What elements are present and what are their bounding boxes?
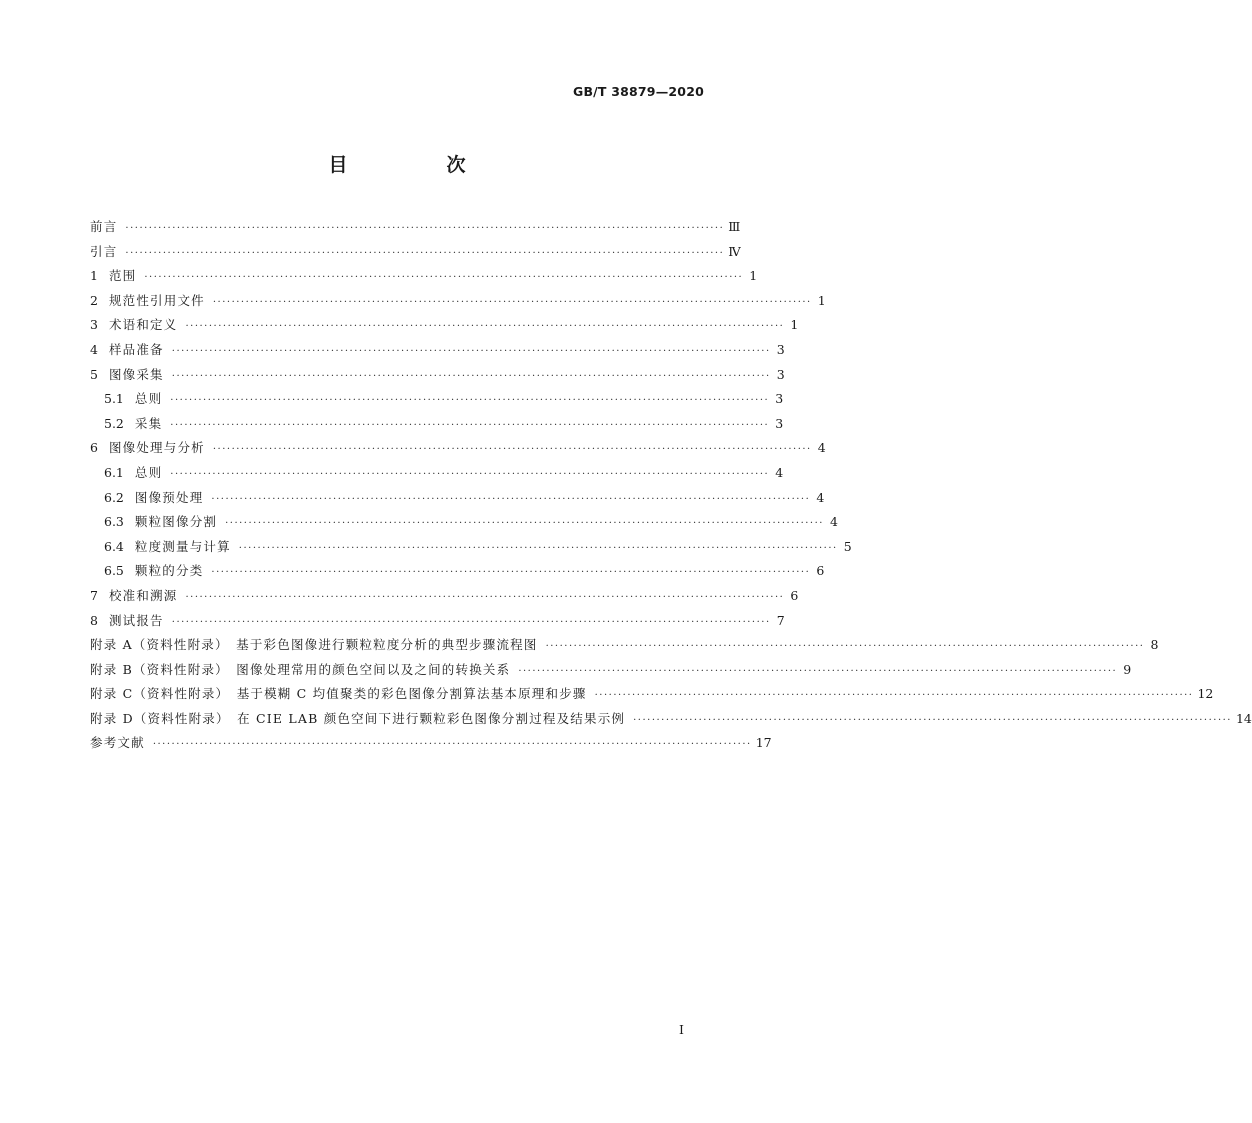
- toc-dot-leader: ································································································································: [152, 739, 752, 751]
- toc-entry[interactable]: [90, 611, 785, 636]
- toc-entry-number: 6.1: [104, 464, 124, 480]
- toc-entry-number: 5.2: [104, 415, 124, 431]
- toc-entry-label: 引言: [90, 243, 118, 259]
- toc-entry-label: 总则: [134, 464, 163, 480]
- toc-entry[interactable]: [90, 684, 1214, 709]
- toc-dot-leader: ································································································································: [171, 370, 771, 382]
- toc-entry-number: 5: [90, 366, 98, 382]
- toc-entry-label: 颗粒的分类: [134, 563, 204, 579]
- toc-entry-page: 3: [775, 391, 784, 407]
- toc-entry-number: 6: [90, 440, 98, 456]
- toc-dot-leader: ································································································································: [212, 444, 812, 456]
- toc-entry-label: 图像处理与分析: [108, 440, 205, 456]
- toc-entry-label: 总则: [134, 391, 163, 407]
- toc-entry-label: 样品准备: [108, 341, 164, 357]
- toc-entry-label: 图像预处理: [134, 489, 204, 505]
- toc-entry-label: 图像采集: [108, 366, 164, 382]
- toc-dot-leader: ································································································································: [185, 591, 785, 603]
- toc-dot-leader: ································································································································: [171, 616, 771, 628]
- toc-entry-label: 粒度测量与计算: [134, 538, 231, 554]
- toc-entry-page: 1: [817, 292, 826, 308]
- toc-entry[interactable]: [90, 438, 826, 463]
- toc-entry[interactable]: [90, 217, 741, 242]
- toc-entry[interactable]: [90, 414, 784, 439]
- toc-entry-page: 4: [816, 489, 825, 505]
- toc-entry[interactable]: [90, 488, 825, 513]
- toc-entry[interactable]: [90, 266, 758, 291]
- toc-dot-leader: ································································································································: [170, 419, 770, 431]
- toc-dot-leader: ································································································································: [170, 395, 770, 407]
- toc-entry-page: 9: [1123, 661, 1132, 677]
- toc-dot-leader: ································································································································: [170, 468, 770, 480]
- toc-entry-label: 参考文献: [90, 735, 145, 751]
- toc-entry-page: 4: [775, 464, 784, 480]
- toc-entry-number: 6.5: [104, 563, 124, 579]
- toc-dot-leader: ································································································································: [594, 690, 1194, 702]
- toc-entry-page: 8: [1150, 637, 1159, 653]
- table-of-contents: [90, 217, 1252, 758]
- toc-entry[interactable]: [90, 340, 785, 365]
- toc-entry[interactable]: [90, 512, 838, 537]
- toc-entry-page: 12: [1197, 686, 1214, 702]
- toc-entry-label: 规范性引用文件: [108, 292, 205, 308]
- toc-entry-label: 范围: [108, 268, 137, 284]
- toc-entry[interactable]: [90, 561, 825, 586]
- toc-entry-page: 17: [755, 735, 772, 751]
- toc-entry-label: 采集: [134, 415, 163, 431]
- toc-dot-leader: ································································································································: [518, 665, 1118, 677]
- toc-entry-label: 术语和定义: [108, 317, 178, 333]
- toc-entry[interactable]: [90, 635, 1159, 660]
- toc-dot-leader: ································································································································: [171, 345, 771, 357]
- toc-entry-number: 4: [90, 341, 98, 357]
- toc-dot-leader: ································································································································: [225, 518, 824, 530]
- toc-entry-page: 4: [830, 514, 838, 530]
- toc-dot-leader: ································································································································: [125, 223, 725, 234]
- toc-entry-number: 1: [90, 268, 98, 284]
- toc-entry-page: 7: [776, 612, 785, 628]
- toc-dot-leader: ································································································································: [144, 272, 744, 284]
- toc-entry[interactable]: [90, 709, 1252, 734]
- toc-dot-leader: ································································································································: [633, 714, 1232, 726]
- toc-entry-number: 6.4: [104, 538, 124, 554]
- toc-dot-leader: ································································································································: [238, 542, 838, 554]
- toc-entry[interactable]: [90, 291, 826, 316]
- page-number: I: [679, 1022, 684, 1037]
- toc-entry-label: 附录 A（资料性附录） 基于彩色图像进行颗粒粒度分析的典型步骤流程图: [90, 637, 538, 653]
- toc-entry[interactable]: [90, 365, 785, 390]
- toc-entry-number: 3: [90, 317, 98, 333]
- standard-code: GB/T 38879—2020: [572, 84, 704, 99]
- toc-entry-number: 6.3: [104, 514, 124, 530]
- toc-entry-label: 颗粒图像分割: [134, 514, 218, 530]
- toc-entry-number: 7: [90, 587, 98, 603]
- toc-entry[interactable]: [90, 315, 799, 340]
- toc-entry-label: 校准和溯源: [108, 587, 178, 603]
- toc-entry-page: 6: [790, 587, 799, 603]
- toc-dot-leader: ································································································································: [211, 567, 811, 579]
- toc-entry-label: 测试报告: [108, 612, 164, 628]
- toc-entry-page: 5: [843, 538, 852, 554]
- toc-dot-leader: ································································································································: [211, 493, 811, 505]
- toc-entry[interactable]: [90, 389, 784, 414]
- toc-entry[interactable]: [90, 242, 741, 267]
- toc-entry-page: 4: [817, 440, 826, 456]
- toc-entry-page: 14: [1235, 710, 1252, 726]
- toc-entry[interactable]: [90, 537, 852, 562]
- toc-entry-number: 5.1: [104, 391, 124, 407]
- toc-dot-leader: ································································································································: [545, 641, 1145, 653]
- page-title: 目 次: [328, 154, 506, 176]
- toc-entry-page: Ⅳ: [728, 243, 741, 259]
- toc-entry-number: 6.2: [104, 489, 124, 505]
- toc-entry-page: 3: [776, 341, 785, 357]
- toc-entry-page: Ⅲ: [728, 219, 741, 234]
- toc-entry-page: 1: [749, 268, 758, 284]
- toc-dot-leader: ································································································································: [185, 321, 785, 333]
- toc-entry[interactable]: [90, 660, 1132, 685]
- toc-entry[interactable]: [90, 733, 772, 758]
- toc-entry[interactable]: [90, 463, 784, 488]
- toc-entry-number: 2: [90, 292, 98, 308]
- toc-entry-page: 3: [776, 366, 785, 382]
- toc-entry-label: 附录 C（资料性附录） 基于模糊 C 均值聚类的彩色图像分割算法基本原理和步骤: [90, 686, 587, 702]
- toc-entry-label: 附录 B（资料性附录） 图像处理常用的颜色空间以及之间的转换关系: [90, 661, 511, 677]
- toc-entry-label: 前言: [90, 219, 118, 234]
- toc-entry-label: 附录 D（资料性附录） 在 CIE LAB 颜色空间下进行颗粒彩色图像分割过程及结果示例: [90, 710, 626, 726]
- toc-entry-number: 8: [90, 612, 98, 628]
- toc-entry-page: 3: [775, 415, 784, 431]
- toc-entry[interactable]: [90, 586, 799, 611]
- toc-dot-leader: ································································································································: [212, 296, 812, 308]
- toc-entry-page: 6: [816, 563, 825, 579]
- toc-dot-leader: ································································································································: [125, 247, 725, 259]
- toc-entry-page: 1: [790, 317, 799, 333]
